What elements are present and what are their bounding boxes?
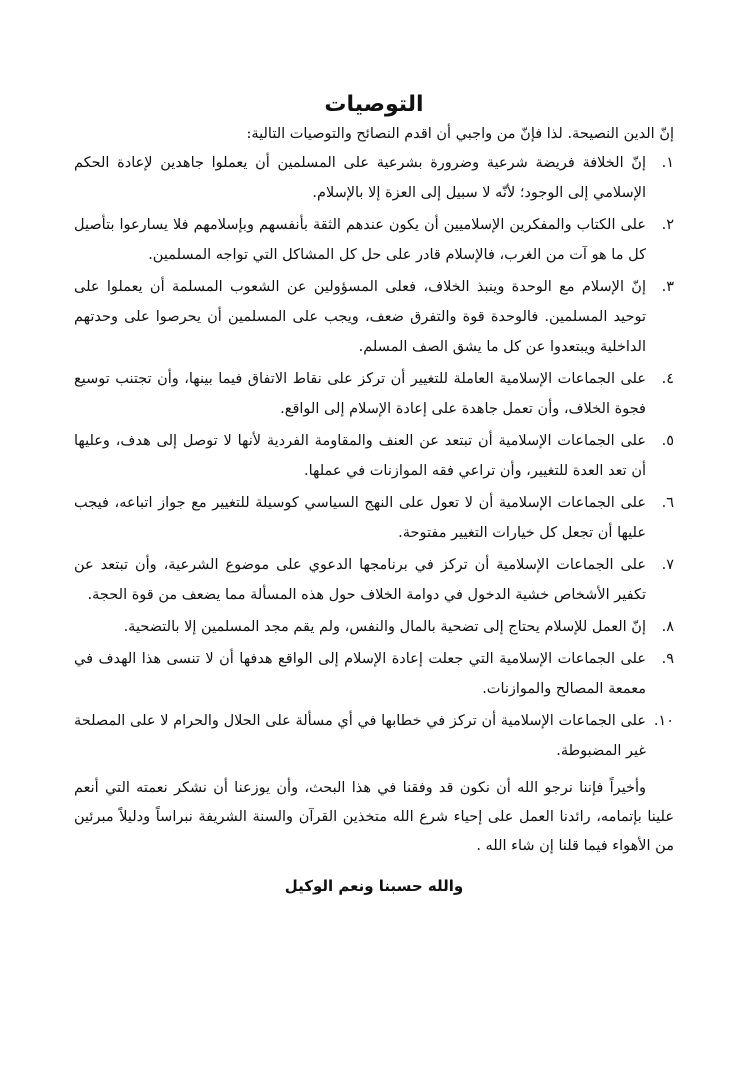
recommendation-text: على الجماعات الإسلامية أن لا تعول على النهج السياسي كوسيلة للتغيير مع جواز اتباعه، فيجب عليها أن تجعل كل خيارات التغيير مفتوحة.	[74, 495, 646, 541]
recommendation-number: ٥.	[661, 433, 674, 449]
recommendation-item	[74, 644, 674, 704]
recommendation-text: على الجماعات الإسلامية العاملة للتغيير أن تركز على نقاط الاتفاق فيما بينها، وأن تجتنب توسيع فجوة الخلاف، وأن تعمل جاهدة على إعادة الإسلام إلى الواقع.	[74, 371, 646, 417]
recommendation-item	[74, 148, 674, 208]
recommendation-text: على الجماعات الإسلامية أن تركز في خطابها في أي مسألة على الحلال والحرام لا على المصلحة غير المضبوطة.	[74, 713, 646, 759]
recommendation-item	[74, 364, 674, 424]
recommendation-number: ٦.	[661, 495, 674, 511]
recommendation-item	[74, 550, 674, 610]
recommendation-number: ٧.	[661, 557, 674, 573]
recommendation-item	[74, 706, 674, 766]
recommendations-list	[74, 148, 674, 766]
recommendation-item	[74, 612, 674, 642]
recommendation-item	[74, 272, 674, 362]
final-line: والله حسبنا ونعم الوكيل	[284, 877, 464, 895]
intro-paragraph: إنّ الدين النصيحة. لذا فإنّ من واجبي أن اقدم النصائح والتوصيات التالية:	[246, 126, 674, 142]
recommendation-item	[74, 426, 674, 486]
recommendation-text: على الجماعات الإسلامية التي جعلت إعادة الإسلام إلى الواقع هدفها أن لا تنسى هذا الهدف في معمعة المصالح والموازنات.	[74, 651, 646, 697]
document-page	[74, 90, 674, 899]
recommendation-item	[74, 210, 674, 270]
recommendation-number: ٢.	[661, 217, 674, 233]
recommendation-number: ٨.	[661, 619, 674, 635]
recommendation-number: ٣.	[661, 279, 674, 295]
recommendation-text: على الجماعات الإسلامية أن تبتعد عن العنف والمقاومة الفردية لأنها لا توصل إلى هدف، وعليها أن تعد العدة للتغيير، وأن تراعي فقه الموازنات في عملها.	[74, 433, 646, 479]
recommendation-number: ٤.	[661, 371, 674, 387]
recommendation-text: إنّ الخلافة فريضة شرعية وضرورة بشرعية على المسلمين أن يعملوا جاهدين لإعادة الحكم الإسلامي إلى الوجود؛ لأنّه لا سبيل إلى العزة إلا بالإسلام.	[74, 155, 646, 201]
recommendation-text: إنّ العمل للإسلام يحتاج إلى تضحية بالمال والنفس، ولم يقم مجد المسلمين إلا بالتضحية.	[123, 619, 646, 635]
recommendation-text: على الجماعات الإسلامية أن تركز في برنامجها الدعوي على موضوع الشرعية، وأن تبتعد عن تكفير الأشخاص خشية الدخول في دوامة الخلاف حول هذه المسألة مما يضعف من قوة الحجة.	[74, 557, 646, 603]
recommendation-number: ٩.	[661, 651, 674, 667]
page-title: التوصيات	[324, 92, 424, 117]
recommendation-number: ١٠.	[653, 713, 674, 729]
closing-paragraph: وأخيراً فإننا نرجو الله أن نكون قد وفقنا في هذا البحث، وأن يوزعنا أن نشكر نعمته التي أنعم علينا بإتمامه، رائدنا العمل على إحياء شرع الله متخذين القرآن والسنة الشريفة نبراساً ودليلاً مبرئين من الأهواء فيما قلنا إن شاء الله .	[74, 780, 674, 854]
recommendation-number: ١.	[661, 155, 674, 171]
recommendation-item	[74, 488, 674, 548]
recommendation-text: إنّ الإسلام مع الوحدة وينبذ الخلاف، فعلى المسؤولين عن الشعوب المسلمة أن يعملوا على توحيد المسلمين. فالوحدة قوة والتفرق ضعف، ويجب على المسلمين أن يحرصوا على وحدتهم الداخلية ويبتعدوا عن كل ما يشق الصف المسلم.	[74, 279, 646, 355]
recommendation-text: على الكتاب والمفكرين الإسلاميين أن يكون عندهم الثقة بأنفسهم وبإسلامهم فلا يسارعوا بتأصيل كل ما هو آت من الغرب، فالإسلام قادر على حل كل المشاكل التي تواجه المسلمين.	[74, 217, 646, 263]
